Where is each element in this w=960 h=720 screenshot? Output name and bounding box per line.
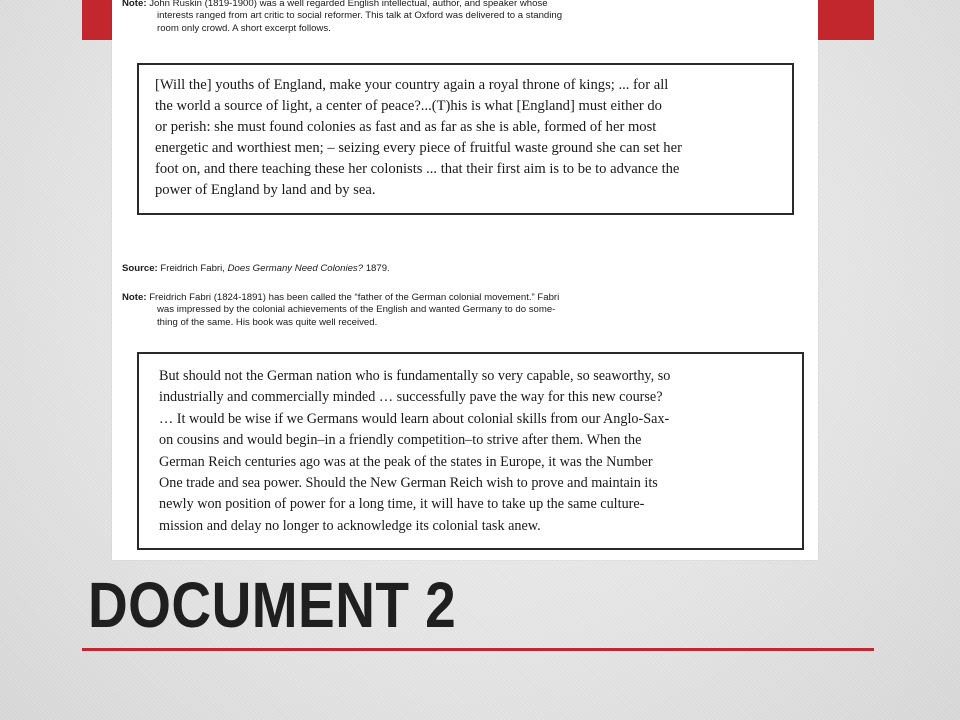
ruskin-quote-line: power of England by land and by sea.	[155, 182, 376, 198]
fabri-note-line: thing of the same. His book was quite well received.	[157, 316, 378, 328]
fabri-quote-line: German Reich centuries ago was at the peak of the states in Europe, it was the Number	[159, 453, 653, 470]
ruskin-quote-line: or perish: she must found colonies as fast and as far as she is able, formed of her most	[155, 119, 657, 135]
ruskin-quote-line: the world a source of light, a center of peace?...(T)his is what [England] must either do	[155, 98, 662, 114]
ruskin-quote-line: [Will the] youths of England, make your country again a royal throne of kings; ... for all	[155, 77, 669, 93]
ruskin-note-label: Note:	[122, 0, 147, 9]
fabri-note	[122, 292, 559, 329]
fabri-note-label: Note:	[122, 292, 147, 303]
slide-title: DOCUMENT 2	[88, 569, 457, 641]
fabri-quote-line: newly won position of power for a long time, it will have to take up the same culture-	[159, 496, 645, 513]
fabri-quote-line: … It would be wise if we Germans would learn about colonial skills from our Anglo-Sax-	[159, 410, 670, 427]
fabri-quote-line: But should not the German nation who is fundamentally so very capable, so seaworthy, so	[159, 368, 671, 384]
fabri-source-author: Freidrich Fabri,	[160, 263, 225, 274]
ruskin-quote-line: energetic and worthiest men; – seizing every piece of fruitful waste ground she can set her	[155, 140, 682, 156]
title-underline	[82, 648, 874, 651]
fabri-quote-box	[137, 352, 804, 550]
ruskin-note-line: interests ranged from art critic to social reformer. This talk at Oxford was delivered to a standing	[157, 10, 563, 22]
fabri-source-label: Source:	[122, 263, 158, 274]
ruskin-quote-box	[137, 63, 794, 215]
fabri-note-line: Freidrich Fabri (1824-1891) has been called the “father of the German colonial movement.” Fabri	[149, 292, 560, 303]
ruskin-note-line: John Ruskin (1819-1900) was a well regarded English intellectual, author, and speaker whose	[149, 0, 548, 9]
fabri-quote-line: industrially and commercially minded … successfully pave the way for this new course?	[159, 389, 663, 406]
ruskin-quote-line: foot on, and there teaching these her colonists ... that their first aim is to be to advance the	[155, 161, 680, 177]
fabri-note-line: was impressed by the colonial achievements of the English and wanted Germany to do some-	[157, 304, 556, 316]
fabri-source-title: Does Germany Need Colonies?	[227, 263, 364, 274]
fabri-quote-line: mission and delay no longer to acknowledge its colonial task anew.	[159, 517, 541, 534]
accent-bar-right	[818, 0, 874, 40]
fabri-quote-line: One trade and sea power. Should the New German Reich wish to prove and maintain its	[159, 475, 658, 492]
fabri-source	[122, 263, 390, 274]
fabri-quote-line: on cousins and would begin–in a friendly competition–to strive after them. When the	[159, 432, 642, 449]
fabri-source-year: 1879.	[365, 263, 390, 274]
ruskin-note	[122, 0, 562, 35]
scanned-document	[112, 0, 818, 560]
ruskin-note-line: room only crowd. A short excerpt follows.	[157, 22, 331, 34]
